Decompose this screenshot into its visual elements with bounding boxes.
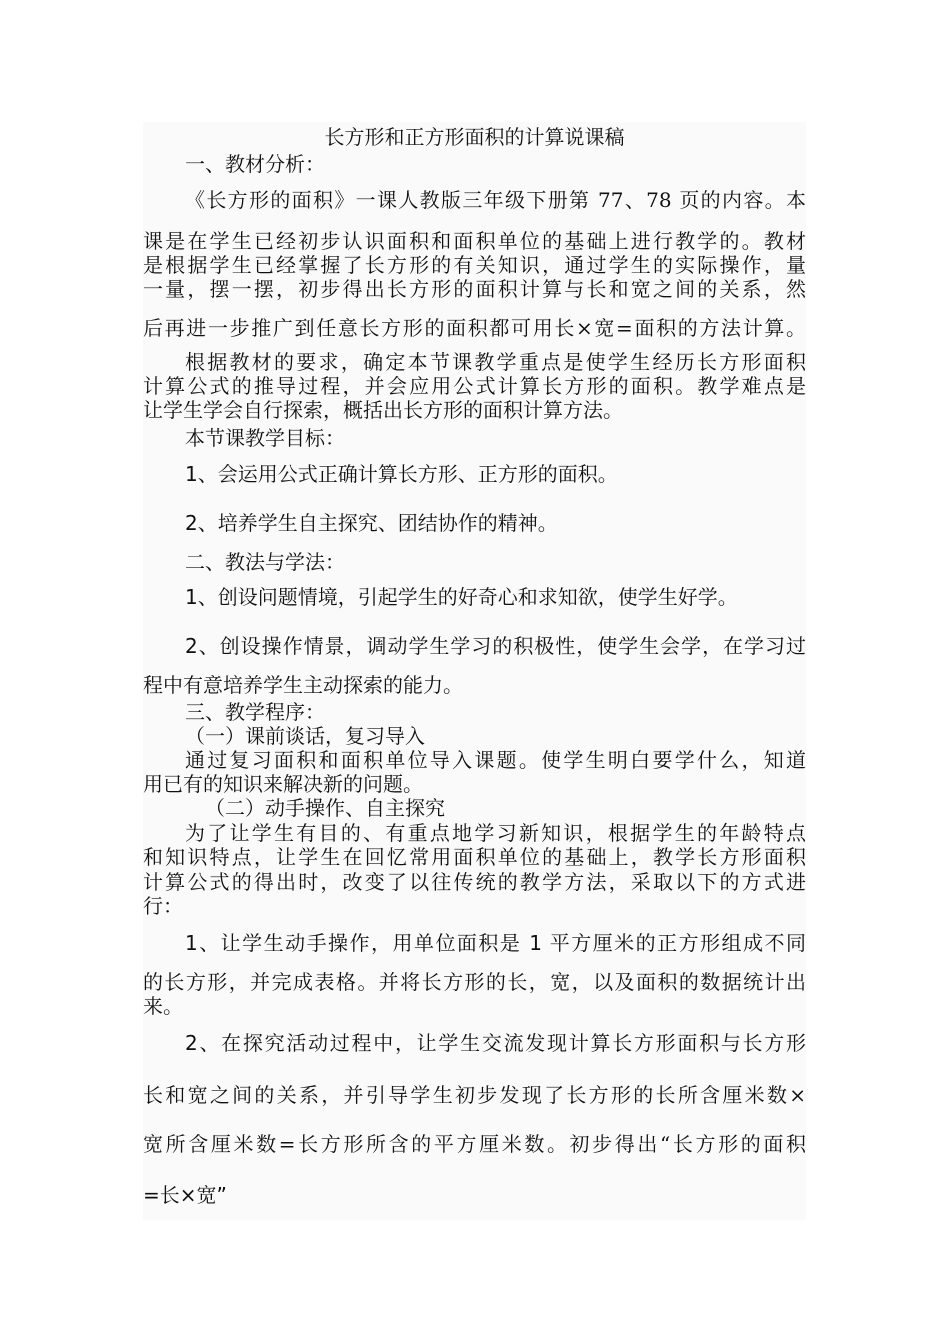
section-heading-2: 二、教法与学法： (185, 550, 345, 574)
paragraph-line: 是根据学生已经掌握了长方形的有关知识，通过学生的实际操作，量 (143, 253, 806, 277)
subsection-heading: （一）课前谈话，复习导入 (185, 724, 425, 748)
paragraph-line: 课是在学生已经初步认识面积和面积单位的基础上进行教学的。教材 (143, 229, 806, 253)
paragraph-line: 让学生学会自行探索，概括出长方形的面积计算方法。 (143, 398, 623, 422)
paragraph-line: 来。 (143, 994, 183, 1018)
paragraph-line: 后再进一步推广到任意长方形的面积都可用长×宽=面积的方法计算。 (143, 316, 806, 340)
paragraph-line: 《长方形的面积》一课人教版三年级下册第 77、78 页的内容。本 (185, 188, 806, 212)
list-item: 1、让学生动手操作，用单位面积是 1 平方厘米的正方形组成不同 (185, 931, 806, 955)
list-item: 2、培养学生自主探究、团结协作的精神。 (185, 511, 558, 535)
list-item: 2、创设操作情景，调动学生学习的积极性，使学生会学，在学习过 (185, 634, 806, 658)
paragraph-line: =长×宽” (143, 1183, 227, 1207)
paragraph-line: 用已有的知识来解决新的问题。 (143, 772, 423, 796)
paragraph-line: 计算公式的推导过程，并会应用公式计算长方形的面积。教学难点是 (143, 374, 806, 398)
paragraph-line: 宽所含厘米数=长方形所含的平方厘米数。初步得出“长方形的面积 (143, 1132, 806, 1156)
list-item: 1、创设问题情境，引起学生的好奇心和求知欲，使学生好学。 (185, 585, 738, 609)
paragraph-line: 一量，摆一摆，初步得出长方形的面积计算与长和宽之间的关系，然 (143, 277, 806, 301)
paragraph-line: 行： (143, 894, 183, 918)
list-item: 2、在探究活动过程中，让学生交流发现计算长方形面积与长方形 (185, 1031, 806, 1055)
paragraph-line: 为了让学生有目的、有重点地学习新知识，根据学生的年龄特点 (185, 821, 806, 845)
section-heading-3: 三、教学程序： (185, 700, 325, 724)
paragraph-line: 程中有意培养学生主动探索的能力。 (143, 673, 463, 697)
page-title: 长方形和正方形面积的计算说课稿 (324, 125, 625, 149)
subheading: 本节课教学目标： (185, 426, 345, 450)
section-heading-1: 一、教材分析： (185, 152, 325, 176)
paragraph-line: 长和宽之间的关系，并引导学生初步发现了长方形的长所含厘米数× (143, 1083, 806, 1107)
paragraph-line: 计算公式的得出时，改变了以往传统的教学方法，采取以下的方式进 (143, 870, 806, 894)
paragraph-line: 和知识特点，让学生在回忆常用面积单位的基础上，教学长方形面积 (143, 845, 806, 869)
list-item: 1、会运用公式正确计算长方形、正方形的面积。 (185, 462, 618, 486)
subsection-heading: （二）动手操作、自主探究 (205, 796, 445, 820)
paragraph-line: 的长方形，并完成表格。并将长方形的长，宽，以及面积的数据统计出 (143, 970, 806, 994)
paragraph-line: 通过复习面积和面积单位导入课题。使学生明白要学什么，知道 (185, 748, 806, 772)
paragraph-line: 根据教材的要求，确定本节课教学重点是使学生经历长方形面积 (185, 350, 806, 374)
